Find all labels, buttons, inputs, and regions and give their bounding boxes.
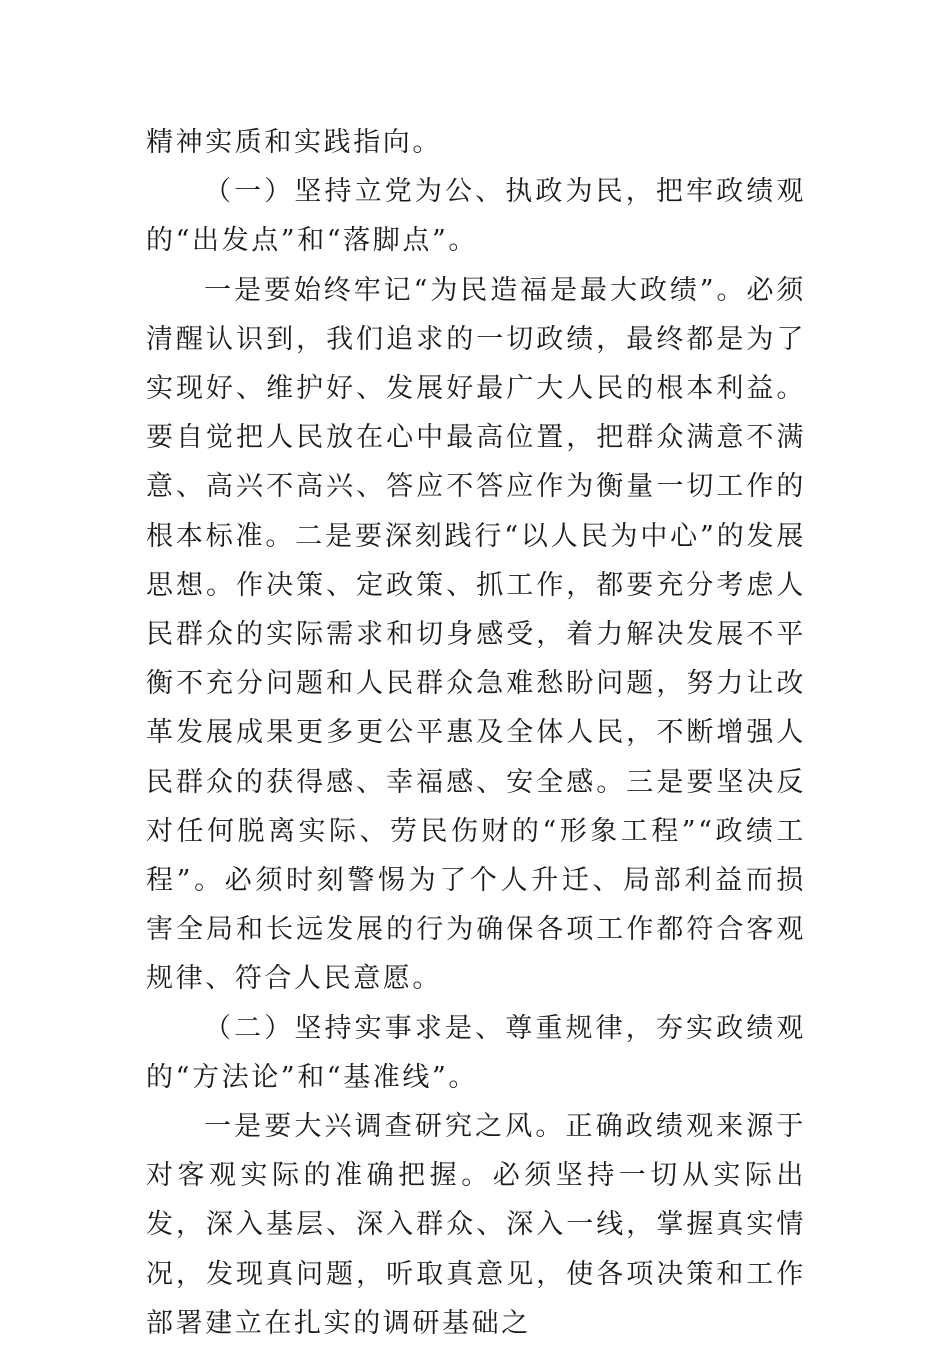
paragraph-continuation: 精神实质和实践指向。 (146, 127, 442, 158)
paragraph-section-two-body: 一是要大兴调查研究之风。正确政绩观来源于对客观实际的准确把握。必须坚持一切从实际出发，深入基层、深入群众、深入一线，掌握真实情况，发现真问题，听取真意见，使各项决策和工作部署建立在扎实的调研基础之 (146, 1111, 806, 1339)
paragraph-section-one-body: 一是要始终牢记“为民造福是最大政绩”。必须清醒认识到，我们追求的一切政绩，最终都是为了实现好、维护好、发展好最广大人民的根本利益。要自觉把人民放在心中最高位置，把群众满意不满意、高兴不高兴、答应不答应作为衡量一切工作的根本标准。二是要深刻践行“以人民为中心”的发展思想。作决策、定政策、抓工作，都要充分考虑人民群众的实际需求和切身感受，着力解决发展不平衡不充分问题和人民群众急难愁盼问题，努力让改革发展成果更多更公平惠及全体人民，不断增强人民群众的获得感、幸福感、安全感。三是要坚决反对任何脱离实际、劳民伤财的“形象工程”“政绩工程”。必须时刻警惕为了个人升迁、局部利益而损害全局和长远发展的行为确保各项工作都符合客观规律、符合人民意愿。 (146, 274, 806, 995)
document-body (146, 118, 806, 1348)
section-heading-one: （一）坚持立党为公、执政为民，把牢政绩观的“出发点”和“落脚点”。 (146, 176, 806, 257)
section-heading-two: （二）坚持实事求是、尊重规律，夯实政绩观的“方法论”和“基准线”。 (146, 1012, 806, 1093)
